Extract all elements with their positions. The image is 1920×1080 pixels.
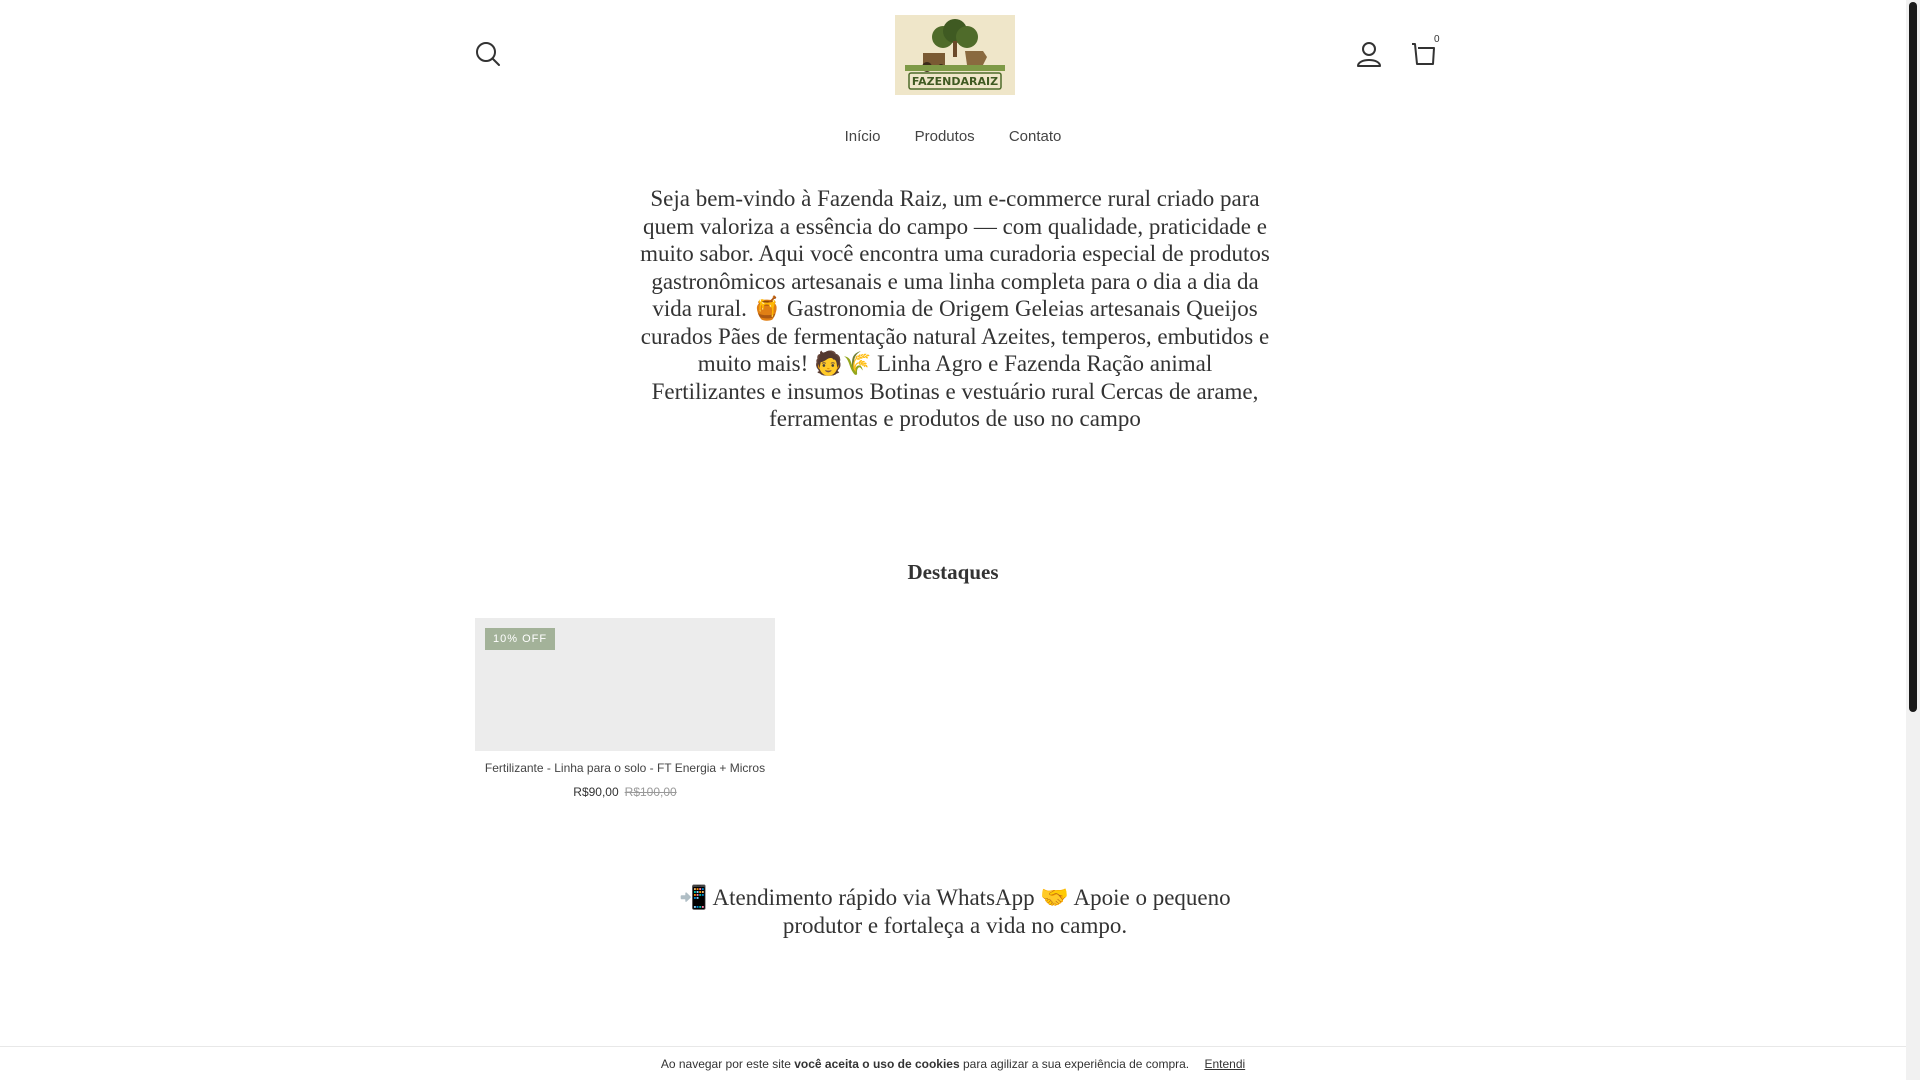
cart-icon[interactable] <box>1409 40 1437 68</box>
intro-text: Seja bem-vindo à Fazenda Raiz, um e-commerce rural criado para quem valoriza a essência do campo — com qualidade, praticidade e muito sabor. Aqui você encontra uma curadoria especial de produtos gastronômicos artesanais e uma linha completa para o dia a dia da vida rural. 🍯 Gastronomia de Origem Geleias artesanais Queijos curados Pães de fermentação natural Azeites, temperos, embutidos e muito mais! 🧑🌾 Linha Agro e Fazenda Ração animal Fertilizantes e insumos Botinas e vestuário rural Cercas de arame, ferramentas e produtos de uso no campo <box>640 186 1270 431</box>
page-scrollbar[interactable] <box>1906 0 1920 1080</box>
cookie-bar <box>0 1046 1906 1080</box>
main-nav <box>0 128 1906 145</box>
whatsapp-banner-text: 📲 Atendimento rápido via WhatsApp 🤝 Apoie o pequeno produtor e fortaleça a vida no campo. <box>679 885 1231 938</box>
scrollbar-thumb[interactable] <box>1909 2 1917 712</box>
nav-item-contato[interactable]: Contato <box>1008 128 1062 145</box>
discount-badge: 10% OFF <box>485 628 555 650</box>
cookie-text-before: Ao navegar por este site <box>660 1057 795 1071</box>
cookie-text-after: para agilizar a sua experiência de compra. <box>959 1057 1190 1071</box>
nav-item-inicio[interactable]: Início <box>844 128 881 145</box>
product-old-price: R$100,00 <box>624 785 677 799</box>
product-price: R$90,00 <box>573 785 619 799</box>
product-name[interactable]: Fertilizante - Linha para o solo - FT Energia + Micros <box>484 761 766 775</box>
account-icon[interactable] <box>1355 40 1383 68</box>
site-header <box>0 0 1906 180</box>
product-image[interactable] <box>475 618 775 751</box>
featured-title: Destaques <box>907 560 999 584</box>
product-card[interactable] <box>475 618 775 799</box>
site-logo[interactable] <box>895 15 1015 95</box>
product-price-row <box>475 785 775 799</box>
search-icon[interactable] <box>474 40 502 68</box>
cookie-accept-button[interactable]: Entendi <box>1204 1057 1246 1071</box>
logo-text: FAZENDARAIZ <box>911 75 999 88</box>
cart-count-badge: 0 <box>1434 34 1440 45</box>
cookie-text-bold: você aceita o uso de cookies <box>794 1057 960 1071</box>
nav-item-produtos[interactable]: Produtos <box>914 128 975 145</box>
